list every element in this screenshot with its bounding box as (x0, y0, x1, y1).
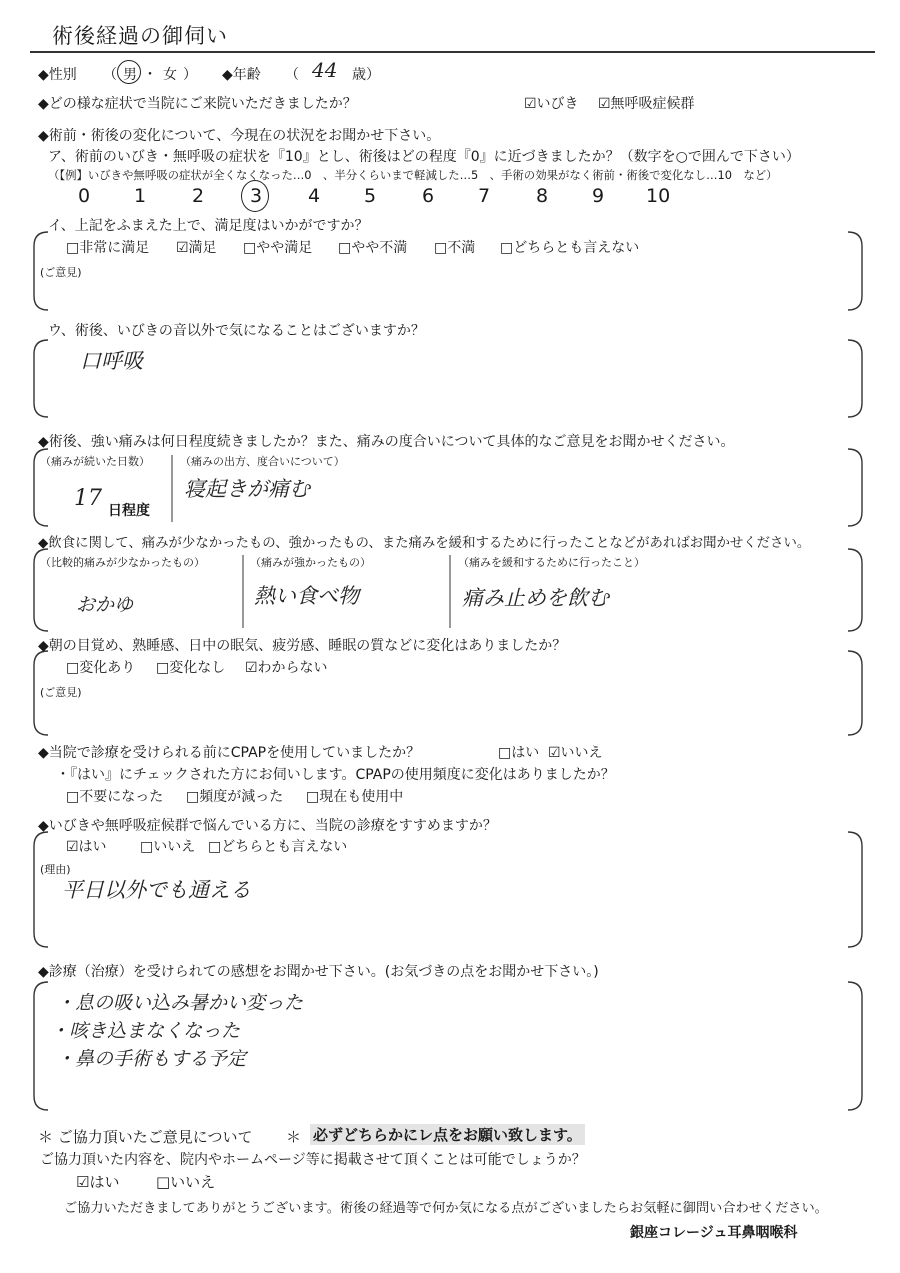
symptom-option-apnea[interactable]: ☑無呼吸症候群 (598, 96, 695, 112)
footer-note-star: ＊ (286, 1128, 302, 1146)
bracket-right (848, 340, 862, 417)
scale-number[interactable]: 1 (134, 185, 147, 207)
age-unit: 歳） (352, 67, 380, 83)
recommend-option[interactable]: □どちらとも言えない (208, 839, 348, 855)
cpap-follow-question: ・『はい』にチェックされた方にお伺いします。CPAPの使用頻度に変化はありましたか？ (56, 767, 615, 783)
impression-line[interactable]: ・鼻の手術もする予定 (56, 1048, 247, 1070)
pain-degree-answer[interactable]: 寝起きが痛む (184, 477, 310, 501)
bracket-right (848, 982, 862, 1110)
other-answer[interactable]: 口呼吸 (80, 349, 143, 373)
impression-question: ◆診療（治療）を受けられての感想をお聞かせ下さい。(お気づきの点をお聞かせ下さい。) (38, 964, 599, 980)
age-open: （ (285, 67, 299, 83)
cpap-option[interactable]: □不要になった (66, 789, 164, 805)
pain-degree-label: （痛みの出方、度合いについて） (180, 455, 345, 468)
pain-days-unit: 日程度 (108, 503, 150, 519)
food-relief-label: （痛みを緩和するために行ったこと） (458, 556, 645, 569)
cpap-option[interactable]: □頻度が減った (186, 789, 284, 805)
scale-number[interactable]: 6 (422, 185, 435, 207)
selection-circle (117, 60, 141, 84)
bracket-right (848, 549, 862, 631)
scale-number[interactable]: 4 (308, 185, 321, 207)
footer-note: ＊ ご協力頂いたご意見について (38, 1128, 253, 1146)
change-question: ◆術前・術後の変化について、今現在の状況をお聞かせ下さい。 (38, 128, 441, 144)
sleep-question: ◆朝の目覚め、熟睡感、日中の眠気、疲労感、睡眠の質などに変化はありましたか？ (38, 638, 567, 654)
food-strong-label: （痛みが強かったもの） (250, 556, 371, 569)
age-label: ◆年齢 (222, 67, 261, 83)
sex-label: ◆性別 (38, 67, 77, 83)
clinic-name: 銀座コレージュ耳鼻咽喉科 (630, 1225, 798, 1241)
opinion-label: (ご意見) (40, 686, 82, 699)
food-strong-answer[interactable]: 熱い食べ物 (254, 584, 359, 608)
footer-emphasis: 必ずどちらかにレ点をお願い致します。 (310, 1124, 585, 1145)
permission-question: ご協力頂いた内容を、院内やホームページ等に掲載させて頂くことは可能でしょうか？ (40, 1152, 586, 1168)
bracket-right (848, 449, 862, 526)
recommend-option[interactable]: ☑はい (66, 839, 107, 855)
change-example: （【例】いびきや無呼吸の症状が全くなくなった…0 、半分くらいまで軽減した…5 、手術の効果がなく術前・術後で変化なし…10 など） (48, 168, 778, 182)
satisfaction-option[interactable]: □やや満足 (243, 240, 313, 256)
symptom-question: ◆どの様な症状で当院にご来院いただきましたか？ (38, 96, 357, 112)
food-mild-label: （比較的痛みが少なかったもの） (40, 556, 205, 569)
selection-circle (241, 180, 269, 212)
scale-number[interactable]: 2 (192, 185, 205, 207)
scale-number[interactable]: 0 (78, 185, 91, 207)
pain-question: ◆術後、強い痛みは何日程度続きましたか？また、痛みの度合いについて具体的なご意見をお聞かせください。 (38, 434, 735, 450)
scale-number[interactable]: 3 (250, 185, 263, 207)
scale-number[interactable]: 5 (364, 185, 377, 207)
satisfaction-question: イ、上記をふまえた上で、満足度はいかがですか？ (48, 218, 369, 234)
food-relief-answer[interactable]: 痛み止めを飲む (462, 586, 609, 610)
recommend-question: ◆いびきや無呼吸症候群で悩んでいる方に、当院の診療をすすめますか？ (38, 818, 497, 834)
reason-label: (理由) (40, 863, 71, 876)
bracket-right (848, 232, 862, 310)
cpap-no[interactable]: ☑いいえ (548, 745, 603, 761)
opinion-label: (ご意見) (40, 266, 82, 279)
footer-thanks: ご協力いただきましてありがとうございます。術後の経過等で何か気になる点がございましたらお気軽に御問い合わせください。 (64, 1201, 828, 1216)
other-question: ウ、術後、いびきの音以外で気になることはございますか？ (48, 323, 425, 339)
satisfaction-option[interactable]: □不満 (434, 240, 476, 256)
sleep-option[interactable]: □変化なし (156, 660, 226, 676)
age-value[interactable]: 44 (312, 58, 338, 82)
food-mild-answer[interactable]: おかゆ (76, 594, 134, 616)
sleep-option[interactable]: ☑わからない (245, 660, 328, 676)
satisfaction-option[interactable]: ☑満足 (176, 240, 217, 256)
satisfaction-option[interactable]: □やや不満 (338, 240, 408, 256)
pain-days-value[interactable]: 17 (74, 486, 102, 511)
cpap-yes[interactable]: □はい (498, 745, 540, 761)
bracket-left (34, 340, 48, 417)
sleep-option[interactable]: □変化あり (66, 660, 136, 676)
cpap-option[interactable]: □現在も使用中 (306, 789, 404, 805)
food-question: ◆飲食に関して、痛みが少なかったもの、強かったもの、また痛みを緩和するために行ったことなどがあればお聞かせください。 (38, 536, 811, 551)
satisfaction-option[interactable]: □非常に満足 (66, 240, 150, 256)
pain-days-label: （痛みが続いた日数） (40, 455, 150, 468)
permission-yes[interactable]: ☑はい (76, 1173, 120, 1191)
page-title: 術後経過の御伺い (52, 24, 228, 48)
scale-number[interactable]: 9 (592, 185, 605, 207)
change-sub-question: ア、術前のいびき・無呼吸の症状を『10』とし、術後はどの程度『0』に近づきましたか？（数字を○で囲んで下さい） (48, 149, 800, 165)
bracket-left (34, 982, 48, 1110)
recommend-option[interactable]: □いいえ (140, 839, 196, 855)
bracket-right (848, 832, 862, 947)
bracket-right (848, 651, 862, 735)
satisfaction-option[interactable]: □どちらとも言えない (500, 240, 640, 256)
scale-number[interactable]: 10 (646, 185, 671, 207)
sex-options: （男・女） (103, 67, 203, 83)
impression-line[interactable]: ・息の吸い込み暑かい変った (56, 992, 304, 1014)
scale-number[interactable]: 8 (536, 185, 549, 207)
permission-no[interactable]: □いいえ (156, 1173, 216, 1191)
cpap-question: ◆当院で診療を受けられる前にCPAPを使用していましたか？ (38, 745, 421, 761)
symptom-option-snoring[interactable]: ☑いびき (524, 96, 579, 112)
reason-answer[interactable]: 平日以外でも通える (62, 878, 251, 902)
scale-number[interactable]: 7 (478, 185, 491, 207)
bracket-left (34, 832, 48, 947)
impression-line[interactable]: ・咳き込まなくなった (50, 1020, 241, 1042)
